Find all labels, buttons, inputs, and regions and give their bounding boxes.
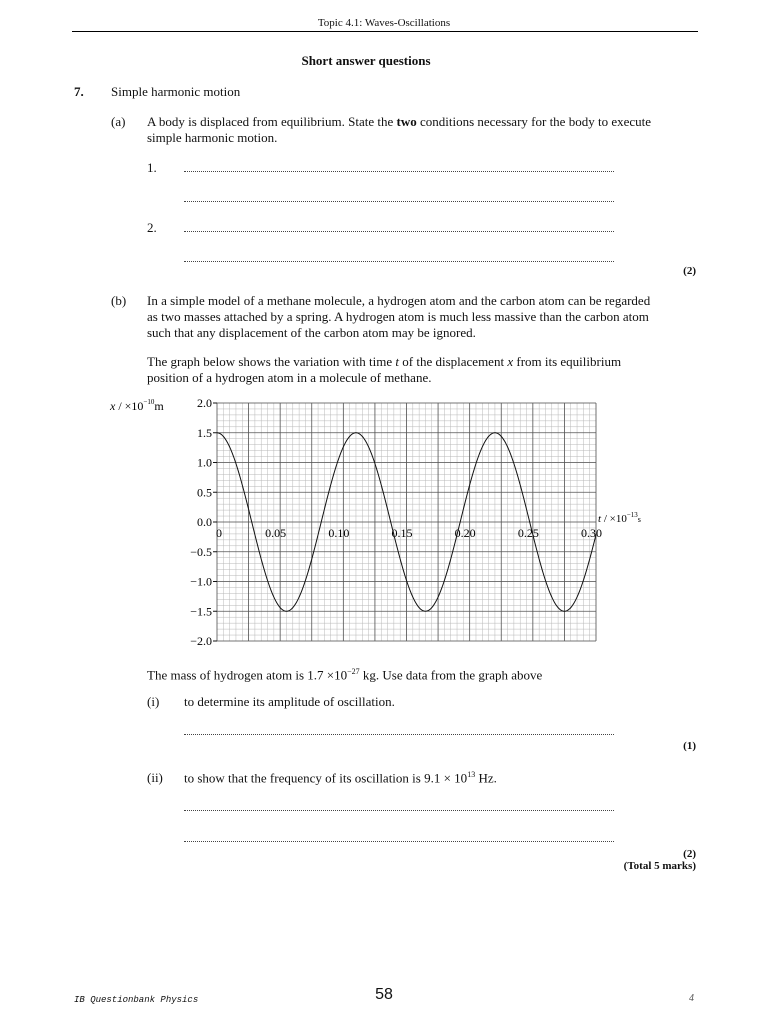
part-b-intro: In a simple model of a methane molecule, a hydrogen atom and the carbon atom can be regarded as two masses attached by a spring. A hydrogen atom is much less massive than the carbon atom such that any displacement of the carbon atom may be ignored. — [147, 293, 651, 340]
x-axis-label: $t / \times 10^{-13}_s$ — [598, 511, 641, 525]
answer-line — [184, 841, 614, 842]
y-tick-label: 1.5 — [197, 425, 212, 440]
footer-page-index: 4 — [689, 993, 694, 1004]
answer-item-1-label: 1. — [147, 160, 157, 175]
y-tick-label: 1.0 — [197, 455, 212, 470]
y-tick-label: −2.0 — [190, 634, 212, 648]
y-tick-label: 0.0 — [197, 515, 212, 529]
y-tick-label: 2.0 — [197, 396, 212, 410]
sub-i-text: to determine its amplitude of oscillation. — [184, 694, 395, 709]
question-number: 7. — [74, 84, 84, 99]
question-title: Simple harmonic motion — [111, 84, 241, 99]
x-tick-label: 0.30 — [581, 526, 602, 540]
x-tick-label: 0 — [216, 526, 222, 540]
sub-ii-label: (ii) — [147, 770, 163, 785]
sub-ii-text: to show that the frequency of its oscillation is $9.1 \times 10^{13}$ Hz. — [184, 770, 497, 786]
x-tick-label: 0.15 — [391, 526, 413, 540]
part-a-emphasis: two — [396, 114, 417, 129]
header-divider — [72, 31, 698, 32]
x-tick-label: 0.05 — [265, 526, 287, 540]
part-a-marks: (2) — [683, 265, 696, 277]
y-tick-labels — [190, 396, 217, 648]
sub-i-marks: (1) — [683, 740, 696, 752]
answer-item-2-label: 2. — [147, 220, 157, 235]
sub-i-label: (i) — [147, 694, 160, 709]
page-header-title: Topic 4.1: Waves-Oscillations — [317, 17, 451, 29]
sub-ii-marks: (2) — [683, 848, 696, 860]
x-tick-label: 0.10 — [328, 526, 350, 540]
answer-line — [184, 734, 614, 735]
part-a-text: A body is displaced from equilibrium. State the two conditions necessary for the body to execute simple harmonic motion. — [147, 114, 652, 145]
answer-line — [184, 810, 614, 811]
footer-source: IB Questionbank Physics — [74, 995, 199, 1005]
page-number: 58 — [375, 986, 393, 1003]
mass-statement: The mass of hydrogen atom is $1.7 \times 10^{-27}$ kg. Use data from the graph above — [147, 667, 543, 683]
graph-description: The graph below shows the variation with time t of the displacement x from its equilibrium position of a hydrogen atom in a molecule of methane. — [147, 354, 622, 385]
displacement-time-graph — [100, 392, 660, 652]
part-b-label: (b) — [111, 293, 127, 308]
y-axis-label: $x / \times 10^{-10}m$ — [110, 398, 164, 413]
answer-line — [184, 261, 614, 262]
y-tick-label: −1.0 — [190, 574, 212, 589]
answer-line — [184, 231, 614, 232]
x-tick-label: 0.20 — [454, 526, 476, 540]
y-tick-label: 0.5 — [197, 485, 212, 500]
total-marks: (Total 5 marks) — [623, 860, 696, 872]
section-title: Short answer questions — [301, 53, 431, 68]
y-tick-label: −1.5 — [190, 604, 212, 619]
answer-line — [184, 201, 614, 202]
answer-line — [184, 171, 614, 172]
x-tick-label: 0.25 — [517, 526, 539, 540]
part-a-label: (a) — [111, 114, 126, 129]
y-tick-label: −0.5 — [190, 544, 212, 559]
